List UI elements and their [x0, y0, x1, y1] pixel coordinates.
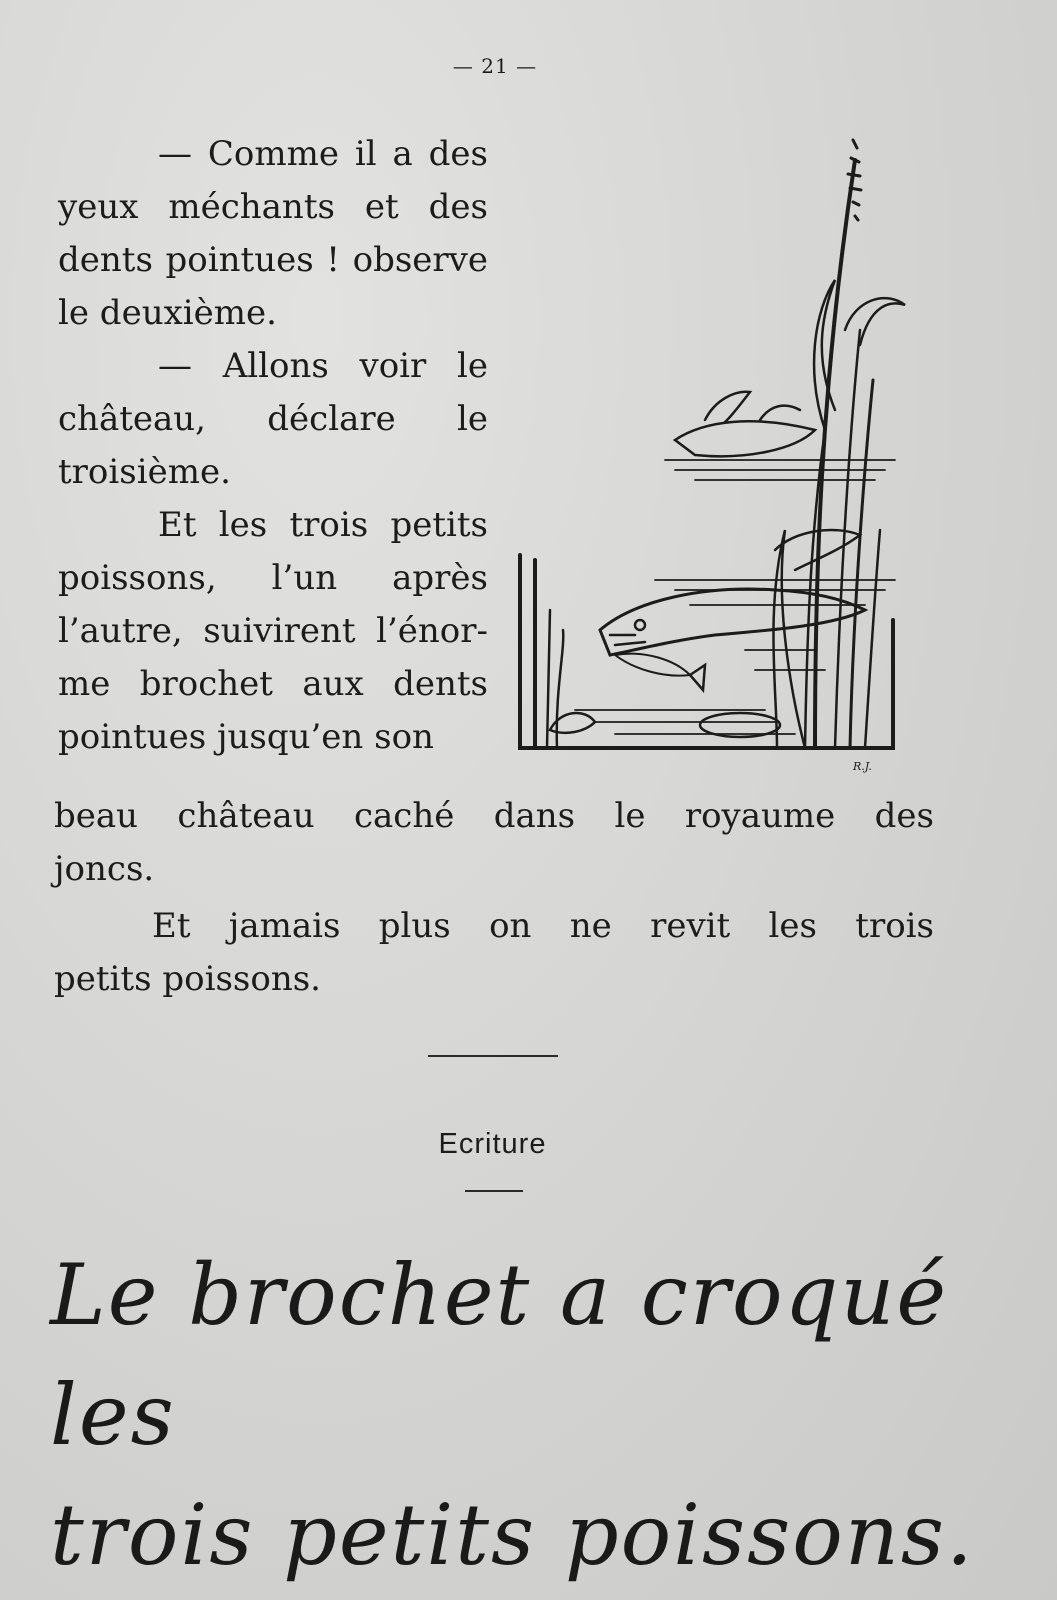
story-paragraph-2: — Allons voir le château, déclare le troisième. [58, 346, 488, 492]
page-number: — 21 — [452, 54, 538, 78]
story-paragraph-1: — Comme il a des yeux méchants et des dents pointues ! observe le deuxième. [58, 134, 488, 333]
story-final-line: Et jamais plus on ne revit les trois [152, 906, 934, 946]
handwriting-exercise [50, 1235, 990, 1595]
pike-illustration [515, 130, 930, 790]
divider-long [428, 1055, 558, 1057]
story-final-end: petits poissons. [54, 959, 321, 999]
story-full-width [54, 790, 934, 1006]
divider-short [465, 1190, 523, 1192]
story-paragraph-3: Et les trois petits poissons, l’un après l’autre, suivirent l’énor-me brochet aux dents pointues jusqu’en son [58, 505, 488, 757]
section-title: Ecriture [438, 1128, 547, 1160]
story-column [58, 128, 488, 764]
handwriting-line-1: Le brochet a croqué les [50, 1246, 949, 1464]
story-line-continuation: beau château caché dans le royaume des [54, 796, 934, 836]
handwriting-line-2: trois petits poissons. [50, 1486, 975, 1584]
illustration-signature: R.J. [853, 760, 872, 773]
story-line-end: joncs. [54, 849, 155, 889]
